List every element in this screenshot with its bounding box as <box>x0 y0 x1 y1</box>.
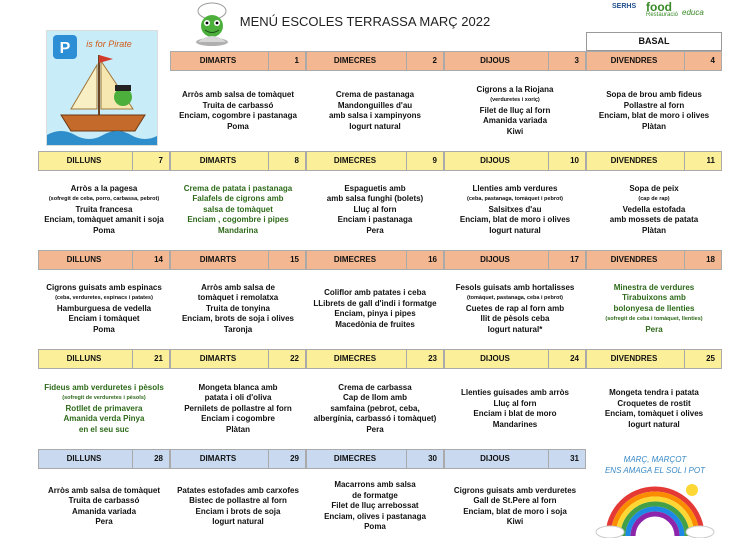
day-date: 29 <box>268 450 305 468</box>
rainbow-text-2: ENS AMAGA EL SOL I POT <box>604 466 706 475</box>
day-name: DIVENDRES <box>610 56 658 65</box>
day-header <box>38 449 170 469</box>
menu-cell <box>170 486 306 528</box>
menu-line: Enciam i brots de soja <box>195 506 281 516</box>
day-header <box>444 250 586 270</box>
menu-line: Plàtan <box>641 225 666 235</box>
menu-line: samfaina (pebrot, ceba, <box>330 403 420 413</box>
day-date: 18 <box>684 251 721 269</box>
menu-cell <box>444 388 586 430</box>
day-header <box>170 51 306 71</box>
menu-line: LLibrets de gall d'indi i formatge <box>313 298 437 308</box>
day-name: DILLUNS <box>66 156 102 165</box>
day-name: DIMECRES <box>333 156 377 165</box>
menu-cell <box>38 184 170 237</box>
menu-line: Kiwi <box>506 126 524 136</box>
menu-line: Lluç al forn <box>493 398 537 408</box>
basal-label: BASAL <box>586 32 722 51</box>
day-date: 11 <box>684 152 721 170</box>
menu-line: bolonyesa de llenties <box>613 303 695 313</box>
menu-line: Gall de St.Pere al forn <box>473 496 557 505</box>
menu-line: Iogurt natural <box>212 517 264 526</box>
menu-line: Enciam, blat de moro i olives <box>598 111 710 120</box>
menu-line: amb salsa funghi (bolets) <box>326 194 424 204</box>
day-header <box>306 349 444 369</box>
menu-line: Enciam i cogombre <box>201 414 275 424</box>
menu-line: Enciam, blat de moro i soja <box>463 506 567 516</box>
menu-line: Minestra de verdures <box>613 282 695 292</box>
menu-line: Salsitxes d'au <box>488 204 542 214</box>
menu-line: Pera <box>645 324 663 334</box>
menu-line: Pera <box>366 424 384 434</box>
day-date: 25 <box>684 350 721 368</box>
day-header <box>586 51 722 71</box>
day-name: DIJOUS <box>480 156 510 165</box>
menu-cell <box>306 480 444 533</box>
day-name: DIMECRES <box>333 354 377 363</box>
pirate-caption: is for Pirate <box>86 39 132 49</box>
day-header <box>306 250 444 270</box>
menu-line: Crema de patata i pastanaga <box>183 183 293 193</box>
menu-line: Enciam i tomàquet <box>68 314 140 324</box>
menu-cell <box>586 184 722 237</box>
menu-line: Amanida variada <box>482 116 548 126</box>
day-header <box>170 449 306 469</box>
menu-line: Enciam, tomàquet i olives <box>604 409 704 418</box>
food-logo: food Restauració <box>646 0 679 18</box>
day-date: 17 <box>548 251 585 269</box>
menu-line: Poma <box>364 522 386 532</box>
pirate-illustration <box>46 30 158 146</box>
day-name: DILLUNS <box>66 255 102 264</box>
day-date: 7 <box>132 152 169 170</box>
menu-cell <box>586 388 722 430</box>
menu-line: Llenties amb verdures <box>472 183 558 193</box>
day-name: DIVENDRES <box>610 255 658 264</box>
day-name: DIMARTS <box>199 156 237 165</box>
menu-line: tomàquet i remolatxa <box>197 293 279 303</box>
menu-line: Poma <box>93 225 115 235</box>
day-header <box>444 449 586 469</box>
menu-cell <box>306 288 444 330</box>
day-date: 10 <box>548 152 585 170</box>
menu-line: de formatge <box>352 490 398 500</box>
day-date: 4 <box>684 52 721 70</box>
menu-line: Arròs amb salsa de tomàquet <box>181 90 295 99</box>
menu-line: Enciam, brots de soja i olives <box>181 314 295 324</box>
day-name: DIJOUS <box>480 454 510 463</box>
day-header <box>586 349 722 369</box>
day-name: DIMARTS <box>199 454 237 463</box>
menu-line: (sofregit de verduretes i pèsols) <box>62 395 146 402</box>
day-name: DIMARTS <box>199 255 237 264</box>
menu-cell <box>444 184 586 237</box>
menu-line: Cigrons guisats amb espinacs <box>46 282 162 292</box>
menu-line: Fideus amb verduretes i pèsols <box>44 382 164 392</box>
menu-line: Enciam, cogombre i pastanaga <box>179 111 297 120</box>
rainbow-illustration <box>588 454 722 540</box>
menu-line: Tirabuixons amb <box>622 293 686 303</box>
day-name: DIVENDRES <box>610 354 658 363</box>
menu-cell <box>306 383 444 436</box>
menu-cell <box>306 90 444 132</box>
day-header <box>444 151 586 171</box>
day-name: DIMARTS <box>199 354 237 363</box>
menu-line: Macedònia de fruites <box>335 319 415 329</box>
menu-cell <box>170 283 306 336</box>
day-date: 24 <box>548 350 585 368</box>
menu-line: Espaguetis amb <box>344 183 406 193</box>
menu-line: (sofregit de ceba i tomàquet, llenties) <box>605 316 703 323</box>
day-header <box>306 51 444 71</box>
menu-line: (verduretes i xoriç) <box>490 97 540 104</box>
day-header <box>444 349 586 369</box>
day-header <box>38 349 170 369</box>
menu-line: (sofregit de ceba, porro, carbassa, pebrot) <box>48 196 160 203</box>
menu-line: Crema de pastanaga <box>335 90 415 99</box>
menu-line: Coliflor amb patates i ceba <box>324 288 426 297</box>
day-name: DIJOUS <box>480 354 510 363</box>
rainbow-icon <box>588 476 722 538</box>
menu-line: (ceba, verduretes, espinacs i patates) <box>55 295 153 302</box>
day-header <box>306 151 444 171</box>
menu-line: en el seu suc <box>78 424 130 434</box>
menu-line: Bistec de pollastre al forn <box>189 496 287 505</box>
day-name: DIMECRES <box>333 255 377 264</box>
menu-line: Amanida verda Pinya <box>63 414 145 424</box>
day-header <box>170 250 306 270</box>
menu-line: Sopa de peix <box>629 183 679 193</box>
menu-line: Rotllet de primavera <box>65 403 143 413</box>
menu-line: Truita francesa <box>75 204 133 214</box>
menu-line: Mongeta blanca amb <box>198 382 278 392</box>
day-name: DILLUNS <box>66 354 102 363</box>
menu-line: Truita de carbassó <box>68 496 140 505</box>
day-name: DILLUNS <box>66 454 102 463</box>
day-name: DIVENDRES <box>610 156 658 165</box>
menu-line: amb salsa i xampinyons <box>328 111 422 120</box>
menu-line: Amanida variada <box>71 506 137 516</box>
day-header <box>38 250 170 270</box>
day-date: 21 <box>132 350 169 368</box>
menu-line: Hamburguesa de vedella <box>56 303 152 313</box>
menu-line: Truita de carbassó <box>202 100 274 110</box>
menu-cell <box>586 283 722 336</box>
day-date: 23 <box>406 350 443 368</box>
menu-cell <box>38 383 170 436</box>
day-date: 16 <box>406 251 443 269</box>
day-name: DIJOUS <box>480 56 510 65</box>
menu-line: Croquetes de rostit <box>617 398 691 408</box>
menu-line: Cap de llom amb <box>342 393 407 403</box>
menu-line: Pera <box>95 517 113 526</box>
menu-line: Enciam i blat de moro <box>473 409 557 418</box>
day-date: 22 <box>268 350 305 368</box>
menu-line: Mandonguilles d'au <box>337 100 413 110</box>
menu-line: Iogurt natural <box>628 419 680 429</box>
menu-line: Cigrons a la Riojana <box>476 84 554 94</box>
menu-cell <box>444 283 586 336</box>
day-header <box>170 151 306 171</box>
menu-line: Taronja <box>223 324 253 334</box>
day-date: 28 <box>132 450 169 468</box>
menu-line: Fesols guisats amb hortalisses <box>455 282 575 292</box>
menu-line: Crema de carbassa <box>338 382 412 392</box>
day-date: 9 <box>406 152 443 170</box>
menu-line: Pernilets de pollastre al forn <box>184 403 292 413</box>
menu-line: Enciam, olives i pastanaga <box>324 511 426 521</box>
menu-cell <box>38 283 170 336</box>
menu-line: Poma <box>227 121 249 131</box>
day-header <box>586 250 722 270</box>
day-date: 31 <box>548 450 585 468</box>
menu-line: (cap de rap) <box>638 196 670 203</box>
menu-line: Iogurt natural <box>349 121 401 131</box>
menu-line: Pera <box>366 225 384 235</box>
menu-line: (ceba, pastanaga, tomàquet i pebrot) <box>467 196 563 203</box>
day-header <box>444 51 586 71</box>
menu-line: Sopa de brou amb fideus <box>606 90 702 99</box>
menu-line: Kiwi <box>506 517 524 526</box>
menu-cell <box>170 90 306 132</box>
menu-cell <box>170 184 306 237</box>
menu-line: albergínia, carbassó i tomàquet) <box>313 414 437 424</box>
menu-line: amb mossets de patata <box>609 215 699 225</box>
menu-line: Plàtan <box>225 424 250 434</box>
menu-line: Mandarines <box>492 419 538 429</box>
day-header <box>306 449 444 469</box>
day-date: 14 <box>132 251 169 269</box>
menu-cell <box>444 486 586 528</box>
day-name: DIJOUS <box>480 255 510 264</box>
day-name: DIMECRES <box>333 454 377 463</box>
day-date: 2 <box>406 52 443 70</box>
menu-cell <box>444 85 586 138</box>
menu-line: Enciam i pastanaga <box>337 215 413 225</box>
svg-text:P: P <box>59 40 71 57</box>
menu-line: Arròs amb salsa de tomàquet <box>47 485 161 495</box>
menu-line: Vedella estofada <box>622 204 686 214</box>
menu-line: Poma <box>93 324 115 334</box>
menu-line: Mandarina <box>217 225 258 235</box>
menu-cell <box>586 90 722 132</box>
menu-line: Enciam, tomàquet amanit i soja <box>44 215 164 225</box>
menu-line: Cuetes de rap al forn amb <box>465 303 565 313</box>
day-header <box>586 151 722 171</box>
menu-cell <box>170 383 306 436</box>
menu-line: Enciam, pinya i pipes <box>334 309 416 318</box>
menu-line: Filet de lluç arrebossat <box>331 501 419 511</box>
day-date: 1 <box>268 52 305 70</box>
menu-cell <box>306 184 444 237</box>
menu-line: Falafels de cigrons amb <box>192 194 284 204</box>
menu-line: llit de pèsols ceba <box>480 314 550 324</box>
menu-line: Truita de tonyina <box>205 303 270 313</box>
menu-line: Arròs a la pagesa <box>70 183 138 193</box>
menu-line: Macarrons amb salsa <box>334 480 416 490</box>
chef-frog-illustration <box>188 2 236 48</box>
day-name: DIMECRES <box>333 56 377 65</box>
day-date: 15 <box>268 251 305 269</box>
day-header <box>38 151 170 171</box>
day-name: DIMARTS <box>199 56 237 65</box>
menu-cell <box>38 486 170 528</box>
page-title: MENÚ ESCOLES TERRASSA MARÇ 2022 <box>239 14 491 29</box>
day-date: 8 <box>268 152 305 170</box>
menu-line: Arròs amb salsa de <box>201 282 275 292</box>
day-date: 30 <box>406 450 443 468</box>
menu-line: (tomàquet, pastanaga, ceba i pebrot) <box>467 295 563 302</box>
menu-line: Cigrons guisats amb verduretes <box>453 485 577 495</box>
menu-line: Patates estofades amb carxofes <box>177 485 299 495</box>
menu-line: patata i oli d'oliva <box>204 393 272 403</box>
menu-line: Enciam , cogombre i pipes <box>187 215 289 225</box>
day-header <box>170 349 306 369</box>
menu-line: Iogurt natural <box>489 225 541 235</box>
menu-line: Filet de lluç al forn <box>479 105 551 115</box>
menu-line: Iogurt natural* <box>487 324 543 334</box>
rainbow-text-1: MARÇ, MARÇOT <box>623 455 687 464</box>
serhs-logo: SERHS <box>612 3 637 10</box>
menu-line: Mongeta tendra i patata <box>609 388 699 397</box>
educa-logo: educa <box>682 8 704 17</box>
menu-line: Pollastre al forn <box>623 100 685 110</box>
day-date: 3 <box>548 52 585 70</box>
menu-line: Llenties guisades amb arròs <box>460 388 570 397</box>
menu-line: Plàtan <box>641 121 666 131</box>
menu-line: Enciam, blat de moro i olives <box>459 215 571 225</box>
menu-line: Lluç al forn <box>353 204 397 214</box>
menu-line: salsa de tomàquet <box>203 204 273 214</box>
